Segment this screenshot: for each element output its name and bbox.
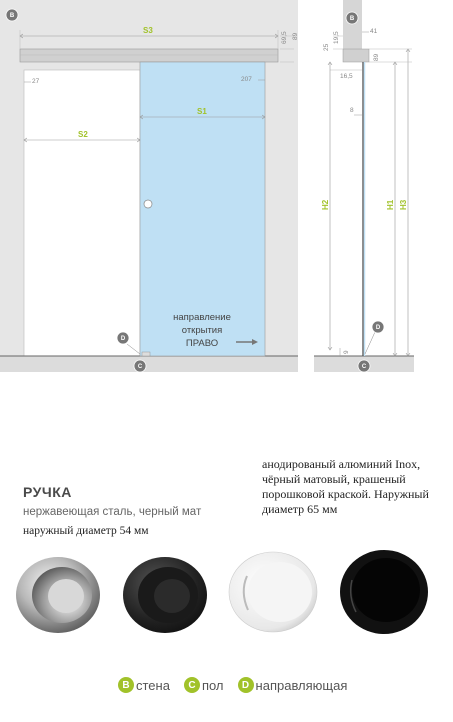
svg-text:C: C	[137, 364, 143, 371]
handle-white-powder	[229, 552, 317, 632]
legend-badge-b: B	[118, 677, 134, 693]
handle-material-1: нержавеющая сталь, черный мат	[23, 506, 202, 518]
marker-c-side	[358, 360, 370, 372]
dim-9: 9	[343, 350, 350, 354]
legend-label-guide: направляющая	[255, 677, 348, 693]
handle-black-powder	[340, 550, 428, 634]
legend-item-guide	[238, 677, 348, 693]
dim-s2: S2	[78, 130, 88, 139]
marker-c-front	[134, 360, 146, 372]
dim-19-5: 19,5	[333, 31, 340, 44]
marker-d-side	[365, 321, 384, 354]
svg-text:D: D	[120, 336, 126, 343]
direction-line-2: открытия	[181, 325, 223, 336]
direction-line-3: ПРАВО	[185, 338, 219, 349]
svg-text:D: D	[375, 325, 381, 332]
dim-27: 27	[32, 78, 40, 85]
dim-16-5: 16,5	[340, 73, 353, 80]
dim-h3: H3	[399, 199, 408, 210]
legend-item-wall	[118, 677, 170, 693]
wall-side-top	[343, 0, 362, 49]
dim-41: 41	[370, 28, 378, 35]
handle-material-2: анодированый алюминий Inox, чёрный матовый, крашеный порошковой краской. Наружный диаметр 65 мм	[262, 457, 429, 516]
svg-text:B: B	[349, 16, 355, 23]
dim-207: 207	[241, 76, 252, 83]
legend-badge-c: C	[184, 677, 200, 693]
handle-diameter-1: наружный диаметр 54 мм	[23, 525, 149, 537]
dim-h1: H1	[386, 199, 395, 210]
dim-69-5: 69,5	[281, 31, 288, 44]
rail-bracket	[343, 49, 369, 62]
handle-black-matte	[123, 557, 207, 633]
floor-front	[0, 356, 298, 372]
direction-line-1: направление	[173, 312, 231, 323]
doorway-opening	[24, 70, 140, 356]
floor-guide	[142, 352, 150, 356]
marker-b-front	[6, 9, 18, 21]
svg-text:B: B	[9, 13, 15, 20]
legend-label-floor: пол	[201, 677, 224, 693]
dim-h2: H2	[321, 199, 330, 210]
dim-s3: S3	[143, 26, 153, 35]
top-rail	[20, 49, 278, 62]
dim-89-b: 89	[373, 53, 380, 61]
svg-text:C: C	[361, 364, 367, 371]
handle-title: РУЧКА	[23, 484, 72, 500]
legend-badge-d: D	[238, 677, 254, 693]
marker-b-side	[346, 12, 358, 24]
door-handle-hole	[144, 200, 152, 208]
dim-s1: S1	[197, 107, 207, 116]
legend-label-wall: стена	[136, 677, 170, 693]
handle-stainless-steel	[16, 557, 100, 633]
handle-images	[0, 540, 453, 650]
legend-item-floor	[184, 677, 224, 693]
dim-8: 8	[350, 107, 354, 114]
legend	[118, 677, 361, 693]
dim-89-a: 89	[292, 32, 299, 40]
dim-25: 25	[323, 43, 330, 51]
